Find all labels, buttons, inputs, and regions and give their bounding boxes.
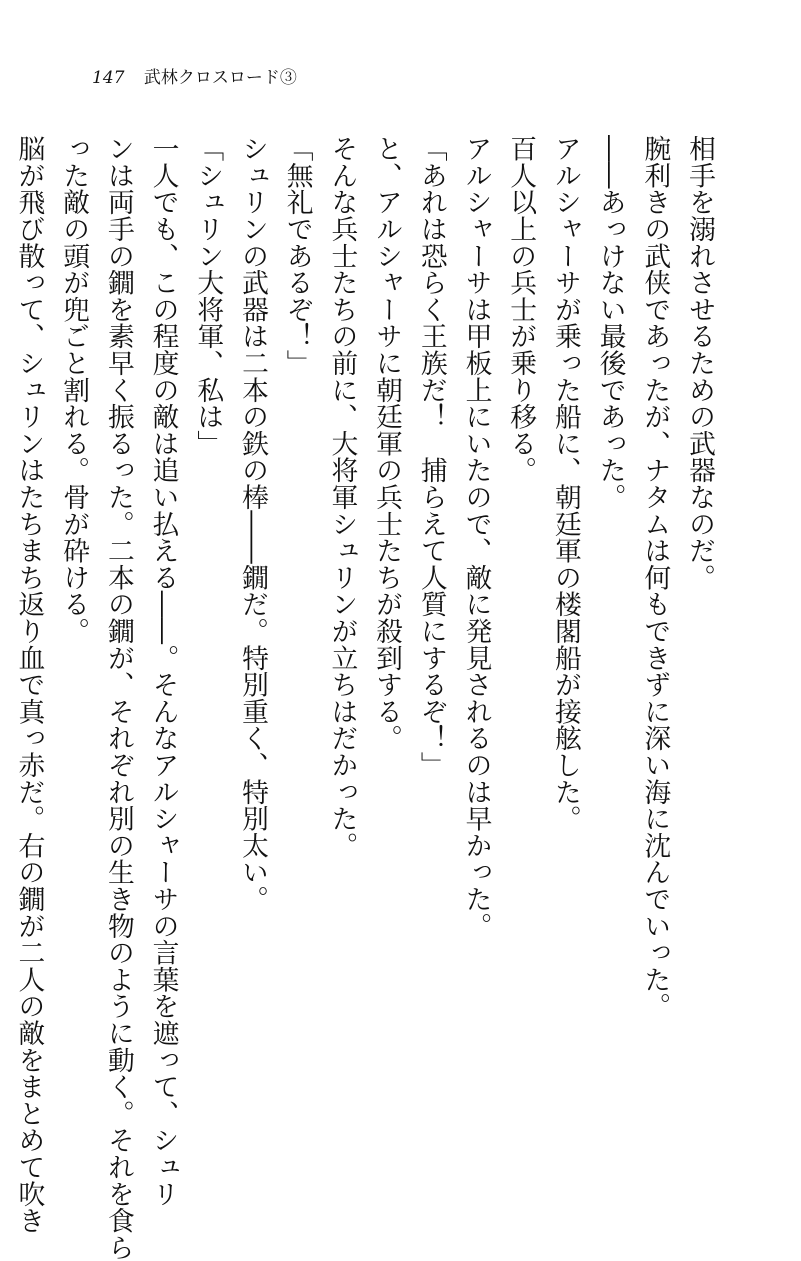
text-line: 相手を溺れさせるための武器なのだ。 [684,135,715,591]
vertical-body-text [13,135,721,1261]
text-line: 脳が飛び散って、シュリンはたちまち返り血で真っ赤だ。右の鐗が二人の敵をまとめて吹き [13,135,45,1234]
text-line: アルシャーサが乗った船に、朝廷軍の楼閣船が接舷した。 [549,135,581,832]
text-line: った敵の頭が兜ごと割れる。骨が砕ける。 [58,135,90,645]
text-line: 「無礼であるぞ！」 [281,135,313,377]
page-number: 147 [92,68,125,88]
text-line: 百人以上の兵士が乗り移る。 [505,135,537,484]
text-line: そんな兵士たちの前に、大将軍シュリンが立ちはだかった。 [326,135,358,859]
text-line: アルシャーサは甲板上にいたので、敵に発見されるのは早かった。 [460,135,492,939]
text-line: シュリンの武器は二本の鉄の棒――鐗だ。特別重く、特別太い。 [236,135,268,913]
text-line: ――あっけない最後であった。 [594,135,626,511]
text-line: と、アルシャーサに朝廷軍の兵士たちが殺到する。 [371,135,403,752]
text-line: ンは両手の鐗を素早く振るった。二本の鐗が、それぞれ別の生き物のように動く。それを食ら [102,135,134,1261]
page-header [92,66,297,90]
book-title: 武林クロスロード③ [143,68,297,88]
text-line: 一人でも、この程度の敵は追い払える――。そんなアルシャーサの言葉を遮って、シュリ [147,135,179,1207]
text-line: 腕利きの武侠であったが、ナタムは何もできずに深い海に沈んでいった。 [639,135,671,1020]
text-line: 「あれは恐らく王族だ！ 捕らえて人質にするぞ！」 [415,135,447,779]
text-line: 「シュリン大将軍、私は」 [192,135,224,457]
